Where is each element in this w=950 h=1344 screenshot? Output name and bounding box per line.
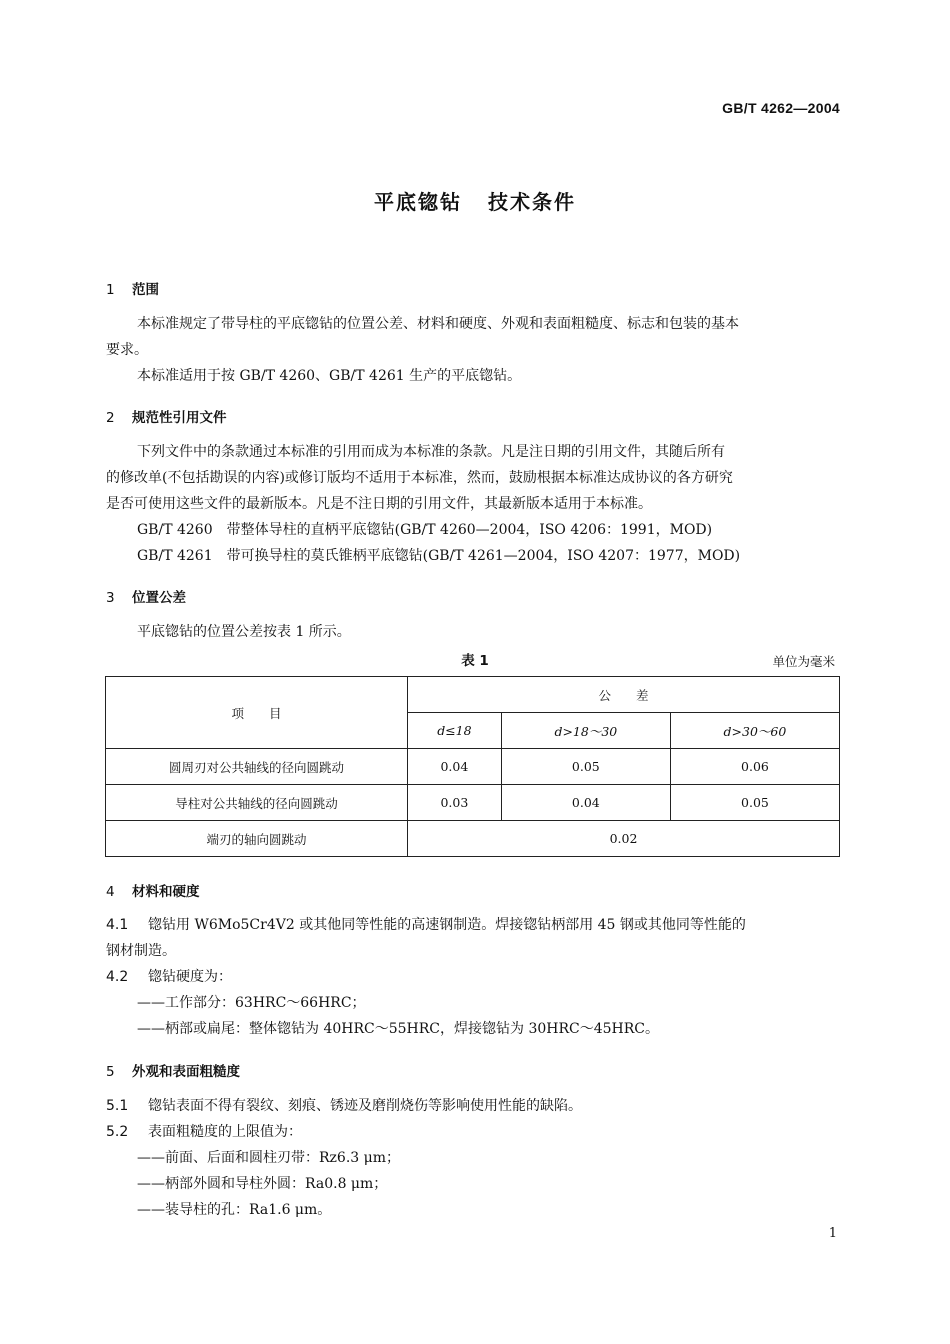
row-name: 端刃的轴向圆跳动	[106, 821, 408, 857]
section-4-heading: 4 材料和硬度	[106, 884, 200, 900]
header-tolerance: 公 差	[408, 677, 840, 713]
title-part-1: 平底锪钻	[374, 190, 462, 214]
section-3-heading: 3 位置公差	[106, 590, 186, 606]
header-item: 项 目	[106, 677, 408, 749]
row-value: 0.04	[408, 749, 502, 785]
row-value: 0.05	[501, 749, 670, 785]
row-name: 导柱对公共轴线的径向圆跳动	[106, 785, 408, 821]
s2-paragraph-line-1: 下列文件中的条款通过本标准的引用而成为本标准的条款。凡是注日期的引用文件，其随后所有	[137, 444, 725, 460]
roughness-item-3: ——装导柱的孔：Ra1.6 μm。	[137, 1202, 332, 1218]
s2-paragraph-line-3: 是否可使用这些文件的最新版本。凡是不注日期的引用文件，其最新版本适用于本标准。	[106, 496, 652, 512]
section-1-heading: 1 范围	[106, 282, 159, 298]
table-row	[106, 749, 840, 785]
s1-paragraph-1-line-2: 要求。	[106, 342, 148, 358]
subheader-d-18-30: d>18～30	[501, 713, 670, 749]
tolerance-table	[105, 676, 840, 857]
clause-5-2: 5.2 表面粗糙度的上限值为：	[106, 1124, 302, 1140]
roughness-item-2: ——柄部外圆和导柱外圆：Ra0.8 μm；	[137, 1176, 388, 1192]
page-number: 1	[828, 1226, 837, 1241]
section-2-heading: 2 规范性引用文件	[106, 410, 227, 426]
section-5-heading: 5 外观和表面粗糙度	[106, 1064, 240, 1080]
roughness-item-1: ——前面、后面和圆柱刃带：Rz6.3 μm；	[137, 1150, 401, 1166]
row-value: 0.05	[670, 785, 839, 821]
row-value-merged: 0.02	[408, 821, 840, 857]
clause-5-1: 5.1 锪钻表面不得有裂纹、刻痕、锈迹及磨削烧伤等影响使用性能的缺陷。	[106, 1098, 582, 1114]
standard-number: GB/T 4262—2004	[722, 100, 840, 116]
s3-paragraph: 平底锪钻的位置公差按表 1 所示。	[137, 624, 351, 640]
title-part-2: 技术条件	[488, 190, 576, 214]
s1-paragraph-1-line-1: 本标准规定了带导柱的平底锪钻的位置公差、材料和硬度、外观和表面粗糙度、标志和包装的基本	[137, 316, 739, 332]
clause-4-1-line-2: 钢材制造。	[106, 943, 176, 959]
hardness-item-1: ——工作部分：63HRC～66HRC；	[137, 995, 366, 1011]
row-value: 0.06	[670, 749, 839, 785]
subheader-d-le-18: d≤18	[408, 713, 502, 749]
hardness-item-2: ——柄部或扁尾：整体锪钻为 40HRC～55HRC，焊接锪钻为 30HRC～45HRC。	[137, 1021, 660, 1037]
reference-gbt4261: GB/T 4261 带可换导柱的莫氏锥柄平底锪钻(GB/T 4261—2004，ISO 4207：1977，MOD)	[137, 548, 741, 564]
clause-4-2: 4.2 锪钻硬度为：	[106, 969, 232, 985]
subheader-d-30-60: d>30～60	[670, 713, 839, 749]
row-value: 0.03	[408, 785, 502, 821]
s1-paragraph-2: 本标准适用于按 GB/T 4260、GB/T 4261 生产的平底锪钻。	[137, 368, 522, 384]
clause-4-1-line-1: 4.1 锪钻用 W6Mo5Cr4V2 或其他同等性能的高速钢制造。焊接锪钻柄部用 45 钢或其他同等性能的	[106, 917, 746, 933]
document-title	[0, 186, 950, 215]
table-header-row	[106, 677, 840, 713]
table-caption: 表 1	[461, 653, 489, 669]
table-row	[106, 785, 840, 821]
table-unit: 单位为毫米	[772, 654, 835, 669]
table-row	[106, 821, 840, 857]
row-name: 圆周刃对公共轴线的径向圆跳动	[106, 749, 408, 785]
row-value: 0.04	[501, 785, 670, 821]
s2-paragraph-line-2: 的修改单(不包括勘误的内容)或修订版均不适用于本标准，然而，鼓励根据本标准达成协议的各方研究	[106, 470, 733, 486]
reference-gbt4260: GB/T 4260 带整体导柱的直柄平底锪钻(GB/T 4260—2004，ISO 4206：1991，MOD)	[137, 522, 713, 538]
